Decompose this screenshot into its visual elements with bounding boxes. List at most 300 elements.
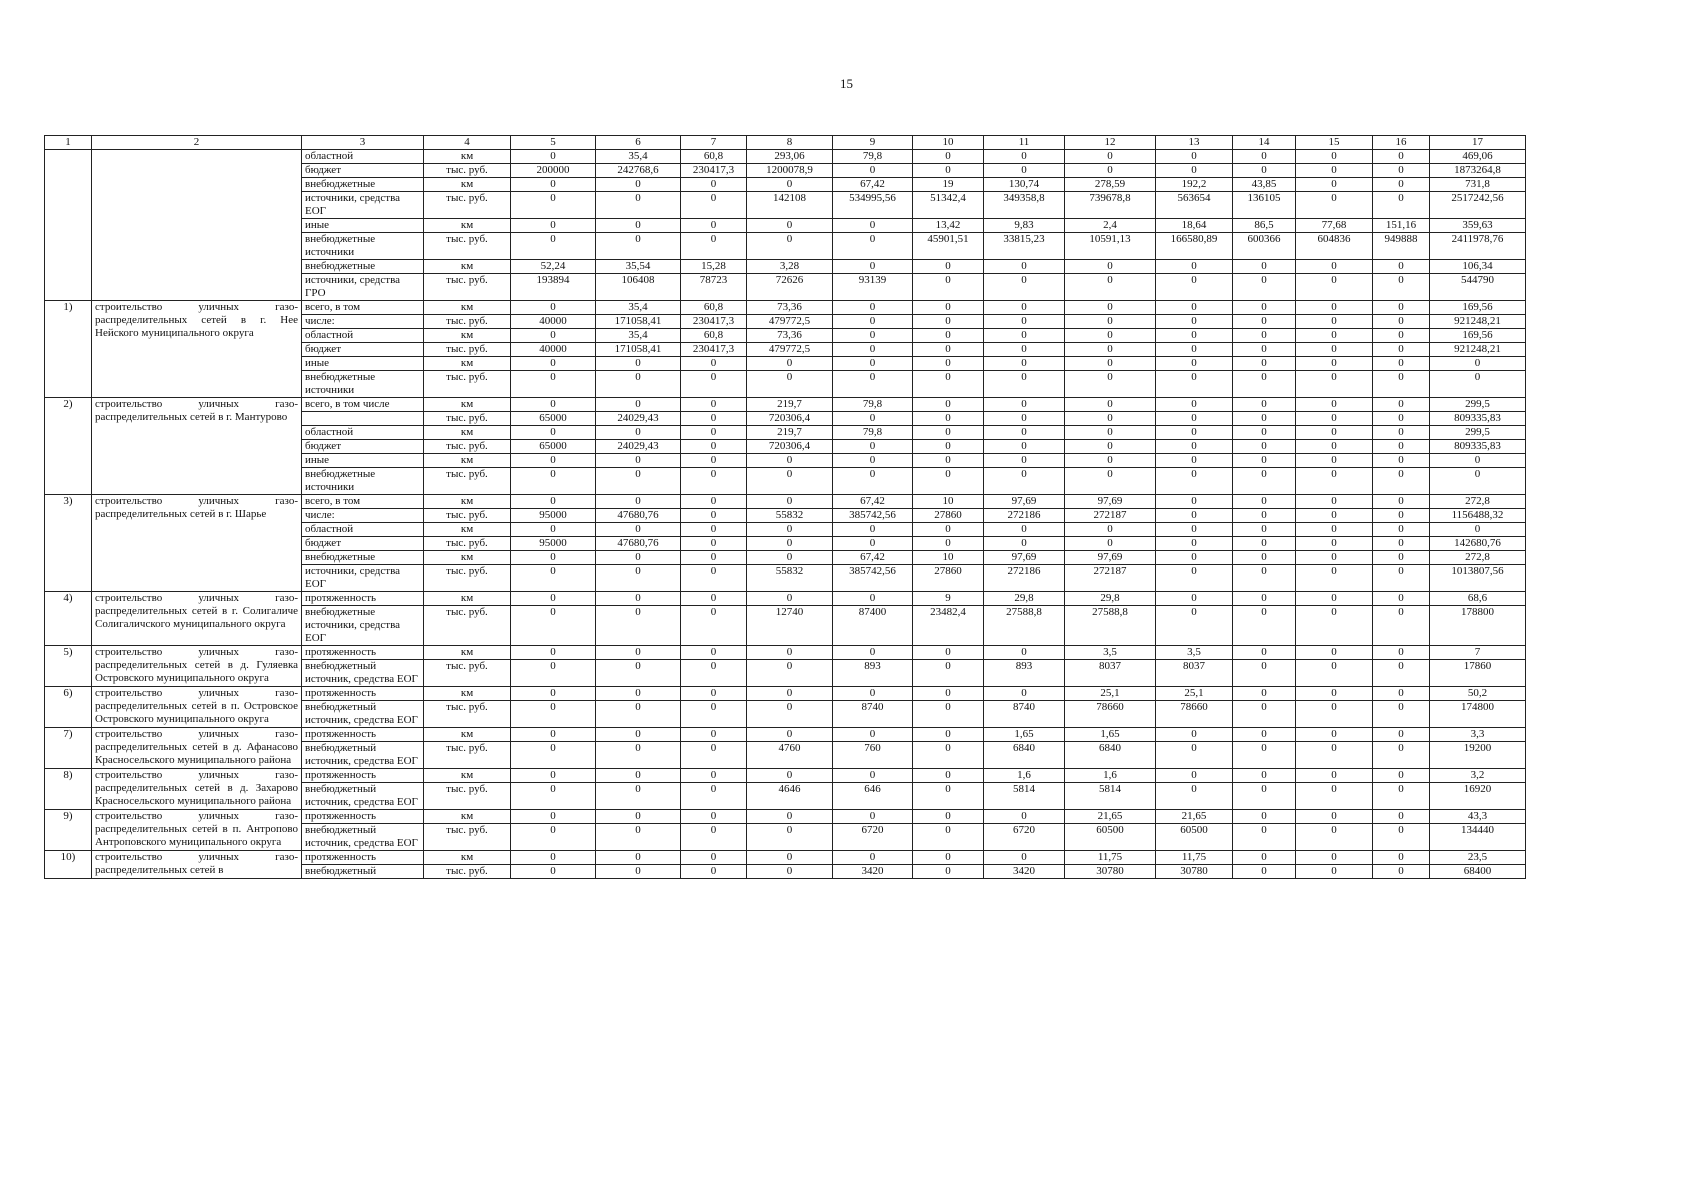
value-cell: 24029,43	[596, 412, 681, 426]
unit-cell: км	[424, 329, 511, 343]
row-index: 4)	[45, 592, 92, 646]
value-cell: 0	[511, 551, 596, 565]
funding-source: иные	[302, 219, 424, 233]
value-cell: 0	[1233, 412, 1296, 426]
funding-source: всего, в том числе	[302, 398, 424, 412]
total-cell: 272,8	[1430, 495, 1526, 509]
row-index: 7)	[45, 728, 92, 769]
value-cell: 0	[913, 301, 984, 315]
value-cell: 27588,8	[1065, 606, 1156, 646]
value-cell: 0	[913, 357, 984, 371]
funding-source: внебюджетные источники	[302, 371, 424, 398]
total-cell: 178800	[1430, 606, 1526, 646]
value-cell: 65000	[511, 440, 596, 454]
funding-source: бюджет	[302, 164, 424, 178]
value-cell: 0	[1065, 440, 1156, 454]
value-cell: 3420	[984, 865, 1065, 879]
value-cell: 0	[1296, 357, 1373, 371]
value-cell: 0	[1373, 646, 1430, 660]
header-cell: 17	[1430, 136, 1526, 150]
value-cell: 0	[596, 219, 681, 233]
value-cell: 47680,76	[596, 537, 681, 551]
value-cell: 0	[747, 646, 833, 660]
value-cell: 0	[1373, 192, 1430, 219]
value-cell: 0	[681, 660, 747, 687]
total-cell: 921248,21	[1430, 315, 1526, 329]
value-cell: 0	[1233, 660, 1296, 687]
value-cell: 0	[1065, 454, 1156, 468]
value-cell: 0	[833, 315, 913, 329]
value-cell: 0	[1065, 412, 1156, 426]
funding-source: протяженность	[302, 592, 424, 606]
value-cell: 0	[1296, 606, 1373, 646]
value-cell: 0	[833, 592, 913, 606]
value-cell: 0	[1373, 537, 1430, 551]
unit-cell: тыс. руб.	[424, 509, 511, 523]
value-cell: 0	[1065, 260, 1156, 274]
value-cell: 604836	[1296, 233, 1373, 260]
value-cell: 0	[681, 468, 747, 495]
value-cell: 151,16	[1373, 219, 1430, 233]
unit-cell: тыс. руб.	[424, 537, 511, 551]
value-cell: 0	[1233, 551, 1296, 565]
value-cell: 0	[681, 219, 747, 233]
value-cell: 0	[1156, 728, 1233, 742]
value-cell: 4646	[747, 783, 833, 810]
value-cell: 0	[747, 865, 833, 879]
value-cell: 0	[511, 178, 596, 192]
value-cell: 24029,43	[596, 440, 681, 454]
project-description: строительство уличных газо-распределительных сетей в д. Гуляевка Островского муниципального округа	[92, 646, 302, 687]
unit-cell: км	[424, 592, 511, 606]
value-cell: 0	[681, 728, 747, 742]
value-cell: 65000	[511, 412, 596, 426]
project-description: строительство уличных газо-распределительных сетей в д. Захарово Красносельского муниципального района	[92, 769, 302, 810]
value-cell: 349358,8	[984, 192, 1065, 219]
value-cell: 0	[1065, 426, 1156, 440]
value-cell: 55832	[747, 509, 833, 523]
value-cell: 97,69	[984, 495, 1065, 509]
value-cell: 0	[984, 810, 1065, 824]
value-cell: 0	[984, 687, 1065, 701]
total-cell: 43,3	[1430, 810, 1526, 824]
value-cell: 0	[1296, 537, 1373, 551]
value-cell: 0	[833, 343, 913, 357]
funding-source: протяженность	[302, 646, 424, 660]
value-cell: 0	[511, 687, 596, 701]
unit-cell: тыс. руб.	[424, 440, 511, 454]
value-cell: 0	[1296, 412, 1373, 426]
value-cell: 0	[913, 371, 984, 398]
value-cell: 73,36	[747, 301, 833, 315]
value-cell: 0	[1296, 551, 1373, 565]
unit-cell: тыс. руб.	[424, 783, 511, 810]
value-cell: 23482,4	[913, 606, 984, 646]
value-cell: 0	[511, 426, 596, 440]
value-cell: 0	[833, 233, 913, 260]
value-cell: 230417,3	[681, 315, 747, 329]
funding-source: внебюджетный источник, средства ЕОГ	[302, 824, 424, 851]
value-cell: 0	[1156, 329, 1233, 343]
value-cell: 0	[833, 329, 913, 343]
value-cell: 0	[1156, 357, 1233, 371]
value-cell: 45901,51	[913, 233, 984, 260]
value-cell: 0	[1373, 343, 1430, 357]
value-cell: 0	[681, 565, 747, 592]
value-cell: 0	[1065, 329, 1156, 343]
total-cell: 299,5	[1430, 426, 1526, 440]
value-cell: 0	[681, 701, 747, 728]
value-cell: 0	[1373, 426, 1430, 440]
funding-source: протяженность	[302, 687, 424, 701]
header-cell: 2	[92, 136, 302, 150]
value-cell: 0	[833, 301, 913, 315]
funding-source: числе:	[302, 315, 424, 329]
value-cell: 0	[913, 398, 984, 412]
value-cell: 0	[1233, 783, 1296, 810]
unit-cell: тыс. руб.	[424, 164, 511, 178]
value-cell: 0	[747, 219, 833, 233]
header-cell: 16	[1373, 136, 1430, 150]
total-cell: 169,56	[1430, 301, 1526, 315]
value-cell: 0	[913, 646, 984, 660]
value-cell: 0	[833, 851, 913, 865]
value-cell: 0	[1233, 329, 1296, 343]
value-cell: 0	[1373, 371, 1430, 398]
value-cell: 0	[596, 357, 681, 371]
value-cell: 0	[681, 824, 747, 851]
page-number: 15	[840, 76, 853, 91]
value-cell: 760	[833, 742, 913, 769]
value-cell: 0	[833, 523, 913, 537]
value-cell: 0	[1373, 810, 1430, 824]
total-cell: 2411978,76	[1430, 233, 1526, 260]
header-cell: 15	[1296, 136, 1373, 150]
funding-source: внебюджетный источник, средства ЕОГ	[302, 660, 424, 687]
total-cell: 809335,83	[1430, 412, 1526, 426]
value-cell: 0	[833, 468, 913, 495]
value-cell: 67,42	[833, 495, 913, 509]
total-cell: 68400	[1430, 865, 1526, 879]
value-cell: 219,7	[747, 426, 833, 440]
value-cell: 52,24	[511, 260, 596, 274]
value-cell: 563654	[1156, 192, 1233, 219]
value-cell: 0	[1296, 164, 1373, 178]
value-cell: 47680,76	[596, 509, 681, 523]
value-cell: 0	[511, 150, 596, 164]
value-cell: 0	[1233, 687, 1296, 701]
value-cell: 0	[1233, 851, 1296, 865]
funding-source: протяженность	[302, 728, 424, 742]
header-cell: 1	[45, 136, 92, 150]
value-cell: 600366	[1233, 233, 1296, 260]
total-cell: 1156488,32	[1430, 509, 1526, 523]
value-cell: 479772,5	[747, 315, 833, 329]
value-cell: 893	[833, 660, 913, 687]
value-cell: 33815,23	[984, 233, 1065, 260]
funding-source: протяженность	[302, 769, 424, 783]
value-cell: 0	[1233, 274, 1296, 301]
value-cell: 0	[1296, 728, 1373, 742]
value-cell: 8037	[1156, 660, 1233, 687]
value-cell: 60,8	[681, 301, 747, 315]
header-cell: 3	[302, 136, 424, 150]
value-cell: 171058,41	[596, 315, 681, 329]
value-cell: 21,65	[1065, 810, 1156, 824]
value-cell: 0	[984, 851, 1065, 865]
value-cell: 0	[681, 178, 747, 192]
project-description: строительство уличных газо-распределительных сетей в п. Антропово Антроповского муниципального округа	[92, 810, 302, 851]
table-row	[45, 398, 1526, 412]
value-cell: 11,75	[1156, 851, 1233, 865]
value-cell: 12740	[747, 606, 833, 646]
table-row	[45, 728, 1526, 742]
value-cell: 29,8	[984, 592, 1065, 606]
total-cell: 142680,76	[1430, 537, 1526, 551]
value-cell: 0	[747, 687, 833, 701]
unit-cell: тыс. руб.	[424, 412, 511, 426]
value-cell: 0	[681, 398, 747, 412]
value-cell: 0	[747, 728, 833, 742]
value-cell: 1,6	[984, 769, 1065, 783]
value-cell: 0	[1296, 509, 1373, 523]
value-cell: 646	[833, 783, 913, 810]
value-cell: 13,42	[913, 219, 984, 233]
value-cell: 0	[1373, 592, 1430, 606]
total-cell: 731,8	[1430, 178, 1526, 192]
total-cell: 68,6	[1430, 592, 1526, 606]
value-cell: 0	[596, 728, 681, 742]
total-cell: 0	[1430, 454, 1526, 468]
value-cell: 0	[747, 454, 833, 468]
table-row	[45, 495, 1526, 509]
value-cell: 0	[1296, 742, 1373, 769]
value-cell: 0	[984, 150, 1065, 164]
value-cell: 0	[511, 523, 596, 537]
value-cell: 272187	[1065, 565, 1156, 592]
total-cell: 0	[1430, 468, 1526, 495]
value-cell: 0	[833, 412, 913, 426]
value-cell: 0	[833, 260, 913, 274]
value-cell: 0	[1065, 357, 1156, 371]
value-cell: 51342,4	[913, 192, 984, 219]
value-cell: 0	[984, 301, 1065, 315]
value-cell: 55832	[747, 565, 833, 592]
value-cell: 192,2	[1156, 178, 1233, 192]
value-cell: 0	[1156, 315, 1233, 329]
unit-cell: км	[424, 260, 511, 274]
value-cell: 0	[1296, 260, 1373, 274]
row-index: 9)	[45, 810, 92, 851]
value-cell: 0	[681, 426, 747, 440]
value-cell: 78660	[1156, 701, 1233, 728]
unit-cell: тыс. руб.	[424, 371, 511, 398]
value-cell: 1,6	[1065, 769, 1156, 783]
value-cell: 27588,8	[984, 606, 1065, 646]
value-cell: 0	[1065, 301, 1156, 315]
value-cell: 0	[1373, 523, 1430, 537]
value-cell: 0	[1373, 150, 1430, 164]
total-cell: 19200	[1430, 742, 1526, 769]
unit-cell: км	[424, 219, 511, 233]
header-cell: 13	[1156, 136, 1233, 150]
funding-source: внебюджетный источник, средства ЕОГ	[302, 701, 424, 728]
value-cell: 0	[1373, 742, 1430, 769]
value-cell: 0	[511, 865, 596, 879]
value-cell: 0	[913, 412, 984, 426]
value-cell: 19	[913, 178, 984, 192]
header-cell: 10	[913, 136, 984, 150]
value-cell: 60,8	[681, 150, 747, 164]
total-cell: 16920	[1430, 783, 1526, 810]
value-cell: 0	[1233, 164, 1296, 178]
project-description	[92, 150, 302, 301]
header-cell: 5	[511, 136, 596, 150]
value-cell: 0	[1296, 329, 1373, 343]
value-cell: 0	[833, 219, 913, 233]
value-cell: 0	[1156, 565, 1233, 592]
value-cell: 0	[1233, 592, 1296, 606]
value-cell: 0	[1156, 742, 1233, 769]
value-cell: 0	[984, 412, 1065, 426]
value-cell: 0	[1373, 178, 1430, 192]
value-cell: 6840	[1065, 742, 1156, 769]
value-cell: 0	[596, 660, 681, 687]
value-cell: 385742,56	[833, 565, 913, 592]
row-index: 2)	[45, 398, 92, 495]
value-cell: 0	[596, 468, 681, 495]
value-cell: 0	[1156, 606, 1233, 646]
value-cell: 0	[596, 192, 681, 219]
value-cell: 25,1	[1156, 687, 1233, 701]
value-cell: 0	[1233, 398, 1296, 412]
value-cell: 0	[681, 769, 747, 783]
value-cell: 0	[1233, 523, 1296, 537]
unit-cell: тыс. руб.	[424, 315, 511, 329]
value-cell: 0	[984, 646, 1065, 660]
value-cell: 35,4	[596, 329, 681, 343]
value-cell: 0	[984, 426, 1065, 440]
value-cell: 130,74	[984, 178, 1065, 192]
funding-source: протяженность	[302, 810, 424, 824]
value-cell: 0	[1373, 687, 1430, 701]
value-cell: 0	[1156, 509, 1233, 523]
value-cell: 0	[681, 742, 747, 769]
value-cell: 0	[1296, 701, 1373, 728]
value-cell: 5814	[1065, 783, 1156, 810]
value-cell: 0	[1296, 426, 1373, 440]
total-cell: 0	[1430, 523, 1526, 537]
value-cell: 0	[1373, 783, 1430, 810]
value-cell: 0	[747, 769, 833, 783]
unit-cell: км	[424, 646, 511, 660]
value-cell: 0	[1156, 454, 1233, 468]
total-cell: 1013807,56	[1430, 565, 1526, 592]
value-cell: 0	[1296, 398, 1373, 412]
total-cell: 174800	[1430, 701, 1526, 728]
value-cell: 8740	[833, 701, 913, 728]
value-cell: 0	[1233, 426, 1296, 440]
value-cell: 0	[1296, 301, 1373, 315]
table-row	[45, 810, 1526, 824]
value-cell: 0	[681, 495, 747, 509]
value-cell: 0	[511, 810, 596, 824]
value-cell: 0	[913, 315, 984, 329]
value-cell: 87400	[833, 606, 913, 646]
value-cell: 0	[833, 440, 913, 454]
funding-source: источники, средства ЕОГ	[302, 192, 424, 219]
value-cell: 0	[1065, 164, 1156, 178]
value-cell: 60500	[1065, 824, 1156, 851]
value-cell: 0	[913, 783, 984, 810]
value-cell: 0	[1296, 468, 1373, 495]
value-cell: 18,64	[1156, 219, 1233, 233]
total-cell: 359,63	[1430, 219, 1526, 233]
table-row	[45, 769, 1526, 783]
value-cell: 9	[913, 592, 984, 606]
value-cell: 0	[596, 454, 681, 468]
unit-cell: тыс. руб.	[424, 233, 511, 260]
value-cell: 0	[1296, 769, 1373, 783]
header-cell: 8	[747, 136, 833, 150]
value-cell: 0	[1065, 274, 1156, 301]
value-cell: 0	[681, 537, 747, 551]
value-cell: 0	[1156, 468, 1233, 495]
row-index: 3)	[45, 495, 92, 592]
value-cell: 0	[913, 660, 984, 687]
value-cell: 0	[1373, 551, 1430, 565]
value-cell: 0	[833, 646, 913, 660]
value-cell: 0	[681, 606, 747, 646]
unit-cell: км	[424, 769, 511, 783]
value-cell: 27860	[913, 565, 984, 592]
total-cell: 544790	[1430, 274, 1526, 301]
value-cell: 0	[833, 164, 913, 178]
value-cell: 0	[1233, 315, 1296, 329]
value-cell: 278,59	[1065, 178, 1156, 192]
value-cell: 0	[1373, 398, 1430, 412]
value-cell: 0	[596, 426, 681, 440]
value-cell: 6720	[833, 824, 913, 851]
value-cell: 230417,3	[681, 343, 747, 357]
value-cell: 0	[511, 398, 596, 412]
value-cell: 35,4	[596, 150, 681, 164]
value-cell: 0	[1065, 398, 1156, 412]
table-row	[45, 687, 1526, 701]
value-cell: 0	[747, 233, 833, 260]
value-cell: 0	[511, 851, 596, 865]
value-cell: 0	[984, 371, 1065, 398]
value-cell: 0	[596, 646, 681, 660]
unit-cell: тыс. руб.	[424, 701, 511, 728]
funding-source: внебюджетный	[302, 865, 424, 879]
value-cell: 0	[511, 233, 596, 260]
value-cell: 0	[1233, 301, 1296, 315]
value-cell: 0	[511, 742, 596, 769]
value-cell: 25,1	[1065, 687, 1156, 701]
value-cell: 0	[1296, 343, 1373, 357]
value-cell: 0	[1233, 468, 1296, 495]
value-cell: 0	[1233, 824, 1296, 851]
value-cell: 6720	[984, 824, 1065, 851]
value-cell: 0	[1156, 783, 1233, 810]
value-cell: 0	[511, 660, 596, 687]
value-cell: 0	[747, 468, 833, 495]
value-cell: 0	[984, 454, 1065, 468]
value-cell: 0	[596, 606, 681, 646]
project-description: строительство уличных газо-распределительных сетей в г. Шарье	[92, 495, 302, 592]
value-cell: 0	[1156, 343, 1233, 357]
